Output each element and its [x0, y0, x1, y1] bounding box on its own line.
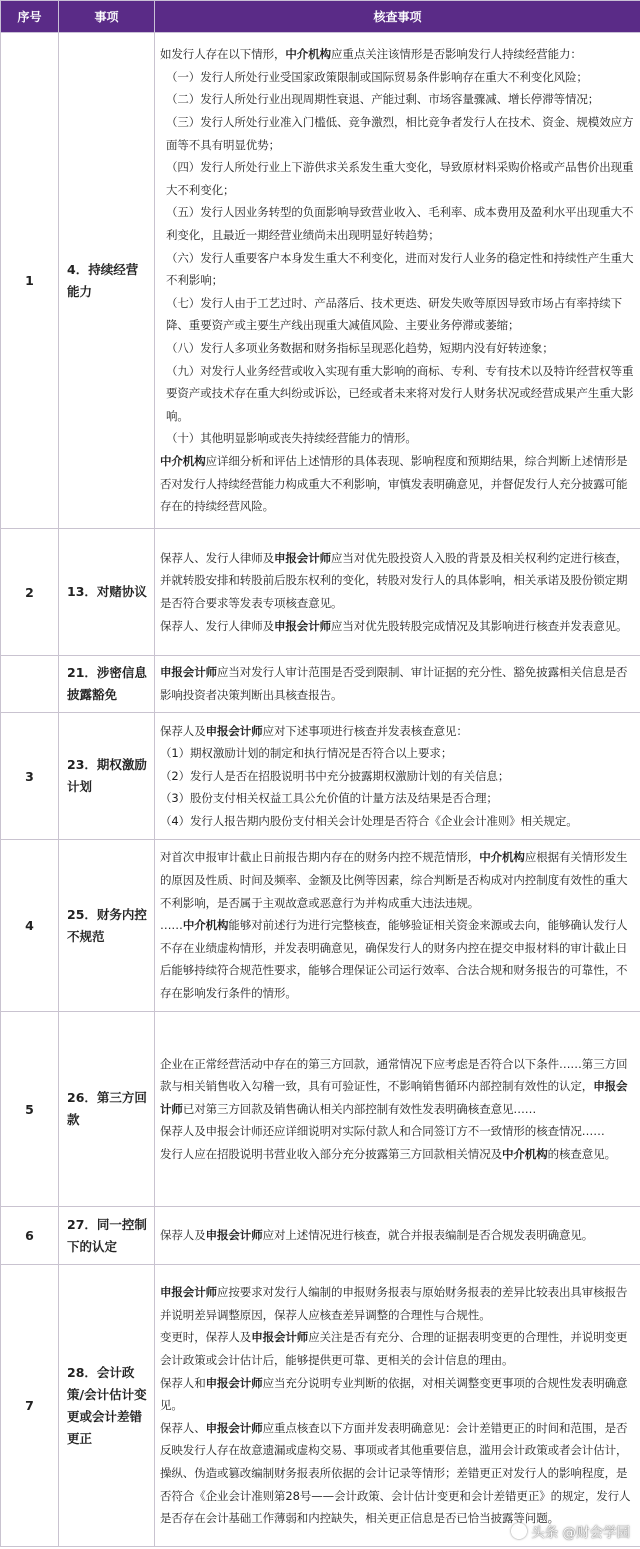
highlight-term: 中介机构: [479, 850, 525, 865]
header-item: 事项: [59, 1, 155, 33]
row-item: 4．持续经营能力: [59, 33, 155, 529]
content-text: （十）其他明显影响或丧失持续经营能力的情形。: [166, 431, 417, 446]
content-paragraph: [160, 1224, 635, 1247]
highlight-term: 申报会计师: [274, 618, 331, 633]
row-number: 6: [1, 1207, 59, 1265]
content-text: 应当对优先股投资人入股的背景及相关权利约定进行核查，并就转股安排和转股前后股东权利的变化，转股对发行人的具体影响，相关承诺及股份锁定期是否符合要求等发表专项核查意见。: [160, 550, 628, 610]
content-paragraph: [160, 1281, 635, 1326]
content-paragraph: [160, 247, 635, 292]
highlight-term: 申报会计师: [160, 665, 217, 680]
content-paragraph: [160, 450, 635, 518]
row-item: 25．财务内控不规范: [59, 840, 155, 1012]
content-text: 保荐人、: [160, 1420, 206, 1435]
content-text: 应重点核查以下方面并发表明确意见：会计差错更正的时间和范围，是否反映发行人存在故意遗漏或虚构交易、事项或者其他重要信息，滥用会计政策或者会计估计，操纵、伪造或篡改编制财务报表所依据的会计记录等情形；差错更正对发行人的影响程度，是否符合《企业会计准则第28号——会计政策、会计估计变更和会计差错更正》的规定，发行人是否存在会计基础工作薄弱和内控缺失，相关更正信息是否已恰当披露等问题。: [160, 1420, 631, 1526]
content-text: （1）期权激励计划的制定和执行情况是否符合以上要求；: [160, 746, 453, 761]
content-text: （4）发行人报告期内股份支付相关会计处理是否符合《企业会计准则》相关规定。: [160, 813, 578, 828]
row-item: 26．第三方回款: [59, 1012, 155, 1207]
content-text: （九）对发行人业务经营或收入实现有重大影响的商标、专利、专有技术以及特许经营权等重要资产或技术存在重大纠纷或诉讼，已经或者未来将对发行人财务状况或经营成果产生重大影响。: [166, 363, 634, 423]
row-number: 4: [1, 840, 59, 1012]
row-item: 28．会计政策/会计估计变更或会计差错更正: [59, 1265, 155, 1547]
content-paragraph: [160, 43, 635, 66]
content-text: 保荐人、发行人律师及: [160, 618, 274, 633]
row-item: 13．对赌协议: [59, 529, 155, 656]
content-paragraph: [160, 66, 635, 89]
content-text: 保荐人和: [160, 1375, 206, 1390]
content-text: 保荐人及申报会计师还应详细说明对实际付款人和合同签订方不一致情形的核查情况……: [160, 1124, 605, 1139]
content-paragraph: [160, 427, 635, 450]
content-paragraph: [160, 1417, 635, 1530]
highlight-term: 申报会计师: [251, 1330, 309, 1345]
highlight-term: 中介机构: [502, 1146, 548, 1161]
content-paragraph: [160, 615, 635, 638]
content-text: （一）发行人所处行业受国家政策限制或国际贸易条件影响存在重大不利变化风险；: [166, 69, 588, 84]
row-number: 1: [1, 33, 59, 529]
row-content: [155, 656, 640, 713]
content-text: 应重点关注该情形是否影响发行人持续经营能力：: [331, 47, 582, 62]
content-text: 企业在正常经营活动中存在的第三方回款，通常情况下应考虑是否符合以下条件……第三方回款与相关销售收入勾稽一致，具有可验证性，不影响销售循环内部控制有效性的认定，: [160, 1056, 628, 1094]
row-item: 23．期权激励计划: [59, 713, 155, 840]
watermark: [511, 1521, 630, 1541]
row-content: [155, 33, 640, 529]
row-content: [155, 840, 640, 1012]
highlight-term: 中介机构: [285, 47, 332, 62]
highlight-term: 申报会计师: [205, 1375, 263, 1390]
content-paragraph: [160, 156, 635, 201]
highlight-term: 中介机构: [182, 918, 229, 933]
content-text: 对首次申报审计截止日前报告期内存在的财务内控不规范情形，: [160, 850, 480, 865]
row-number: 7: [1, 1265, 59, 1547]
content-paragraph: [160, 1372, 635, 1417]
content-text: （八）发行人多项业务数据和财务指标呈现恶化趋势，短期内没有好转迹象；: [166, 340, 554, 355]
content-paragraph: [160, 846, 635, 914]
content-paragraph: [160, 1120, 635, 1143]
content-paragraph: [160, 1143, 635, 1166]
content-paragraph: [160, 1053, 635, 1121]
content-text: 应当对优先股转股完成情况及其影响进行核查并发表意见。: [331, 618, 628, 633]
content-text: 应对上述情况进行核查，就合并报表编制是否合规发表明确意见。: [262, 1228, 594, 1243]
content-text: 保荐人、发行人律师及: [160, 550, 274, 565]
content-paragraph: [160, 360, 635, 428]
content-text: （四）发行人所处行业上下游供求关系发生重大变化，导致原材料采购价格或产品售价出现重大不利变化；: [166, 160, 634, 197]
highlight-term: 申报会计师: [160, 1285, 217, 1300]
watermark-text: 头条 @财会学园: [531, 1525, 630, 1541]
content-paragraph: [160, 292, 635, 337]
highlight-term: 申报会计师: [205, 723, 263, 738]
highlight-term: 申报会计师: [274, 550, 331, 565]
content-text: 变更时，保荐人及: [160, 1330, 252, 1345]
content-text: 能够对前述行为进行完整核查，能够验证相关资金来源或去向，能够确认发行人不存在业绩虚构情形，并发表明确意见，确保发行人的财务内控在提交申报材料的审计截止日后能够持续符合规范性要求，能够合理保证公司运行效率、合法合规和财务报告的可靠性，不存在影响发行条件的情形。: [160, 918, 628, 1000]
content-text: （2）发行人是否在招股说明书中充分披露期权激励计划的有关信息；: [160, 768, 510, 783]
content-text: 应根据有关情形发生的原因及性质、时间及频率、金额及比例等因素，综合判断是否构成对内控制度有效性的重大不利影响，是否属于主观故意或恶意行为并构成重大违法违规。: [160, 850, 628, 910]
content-paragraph: [160, 742, 635, 765]
table-row: [1, 1207, 640, 1265]
content-text: （三）发行人所处行业准入门槛低、竞争激烈，相比竞争者发行人在技术、资金、规模效应方面等不具有明显优势；: [166, 115, 634, 152]
content-text: 保荐人及: [160, 723, 206, 738]
content-text: 应对下述事项进行核查并发表核查意见：: [262, 723, 468, 738]
row-content: [155, 713, 640, 840]
toutiao-logo-icon: [511, 1523, 527, 1539]
content-text: 应详细分析和评估上述情形的具体表现、影响程度和预期结果，综合判断上述情形是否对发行人持续经营能力构成重大不利影响，审慎发表明确意见，并督促发行人充分披露可能存在的持续经营风险。: [160, 453, 628, 514]
content-text: 应按要求对发行人编制的申报财务报表与原始财务报表的差异比较表出具审核报告并说明差异调整原因，保荐人应核查差异调整的合理性与合规性。: [160, 1285, 628, 1322]
content-text: 应关注是否有充分、合理的证据表明变更的合理性，并说明变更会计政策或会计估计后，能够提供更可靠、更相关的会计信息的理由。: [160, 1330, 628, 1368]
table-row: [1, 1265, 640, 1547]
header-check: 核查事项: [155, 1, 640, 33]
table-row: [1, 840, 640, 1012]
table-row: [1, 529, 640, 656]
row-content: [155, 529, 640, 656]
table-row: [1, 713, 640, 840]
content-text: 已对第三方回款及销售确认相关内部控制有效性发表明确核查意见……: [182, 1101, 537, 1116]
highlight-term: 申报会计师: [160, 1079, 628, 1116]
content-paragraph: [160, 720, 635, 743]
content-text: （二）发行人所处行业出现周期性衰退、产能过剩、市场容量骤减、增长停滞等情况；: [166, 92, 600, 107]
content-paragraph: [160, 1326, 635, 1371]
row-number: 3: [1, 713, 59, 840]
content-paragraph: [160, 661, 635, 706]
row-item: 27．同一控制下的认定: [59, 1207, 155, 1265]
content-paragraph: [160, 201, 635, 246]
content-text: 如发行人存在以下情形，: [160, 47, 286, 62]
content-text: 的核查意见。: [547, 1146, 617, 1161]
content-paragraph: [160, 547, 635, 615]
highlight-term: 申报会计师: [205, 1228, 263, 1243]
content-paragraph: [160, 810, 635, 833]
row-number: 2: [1, 529, 59, 656]
row-number: 5: [1, 1012, 59, 1207]
content-paragraph: [160, 914, 635, 1004]
content-paragraph: [160, 111, 635, 156]
content-text: （五）发行人因业务转型的负面影响导致营业收入、毛利率、成本费用及盈利水平出现重大不利变化，且最近一期经营业绩尚未出现明显好转趋势；: [166, 205, 634, 243]
content-text: 应当对发行人审计范围是否受到限制、审计证据的充分性、豁免披露相关信息是否影响投资者决策判断出具核查报告。: [160, 665, 628, 702]
content-text: （七）发行人由于工艺过时、产品落后、技术更迭、研发失败等原因导致市场占有率持续下降、重要资产或主要生产线出现重大减值风险、主要业务停滞或萎缩；: [166, 295, 622, 333]
highlight-term: 中介机构: [160, 453, 206, 468]
highlight-term: 申报会计师: [205, 1420, 263, 1435]
content-text: ……: [160, 918, 183, 933]
content-paragraph: [160, 88, 635, 111]
content-text: （3）股份支付相关权益工具公允价值的计量方法及结果是否合理；: [160, 791, 498, 806]
content-paragraph: [160, 337, 635, 360]
table-row: [1, 656, 640, 713]
content-text: （六）发行人重要客户本身发生重大不利变化，进而对发行人业务的稳定性和持续性产生重大不利影响；: [166, 250, 634, 288]
table-row: [1, 1012, 640, 1207]
content-text: 应当充分说明专业判断的依据，对相关调整变更事项的合规性发表明确意见。: [160, 1375, 628, 1413]
content-text: 保荐人及: [160, 1228, 206, 1243]
content-text: 发行人应在招股说明书营业收入部分充分披露第三方回款相关情况及: [160, 1146, 502, 1161]
row-item: 21．涉密信息披露豁免: [59, 656, 155, 713]
row-content: [155, 1207, 640, 1265]
table-row: [1, 33, 640, 529]
content-paragraph: [160, 787, 635, 810]
row-content: [155, 1012, 640, 1207]
row-content: [155, 1265, 640, 1547]
row-number: [1, 656, 59, 713]
content-paragraph: [160, 765, 635, 788]
table-header-row: [1, 1, 640, 33]
header-no: 序号: [1, 1, 59, 33]
